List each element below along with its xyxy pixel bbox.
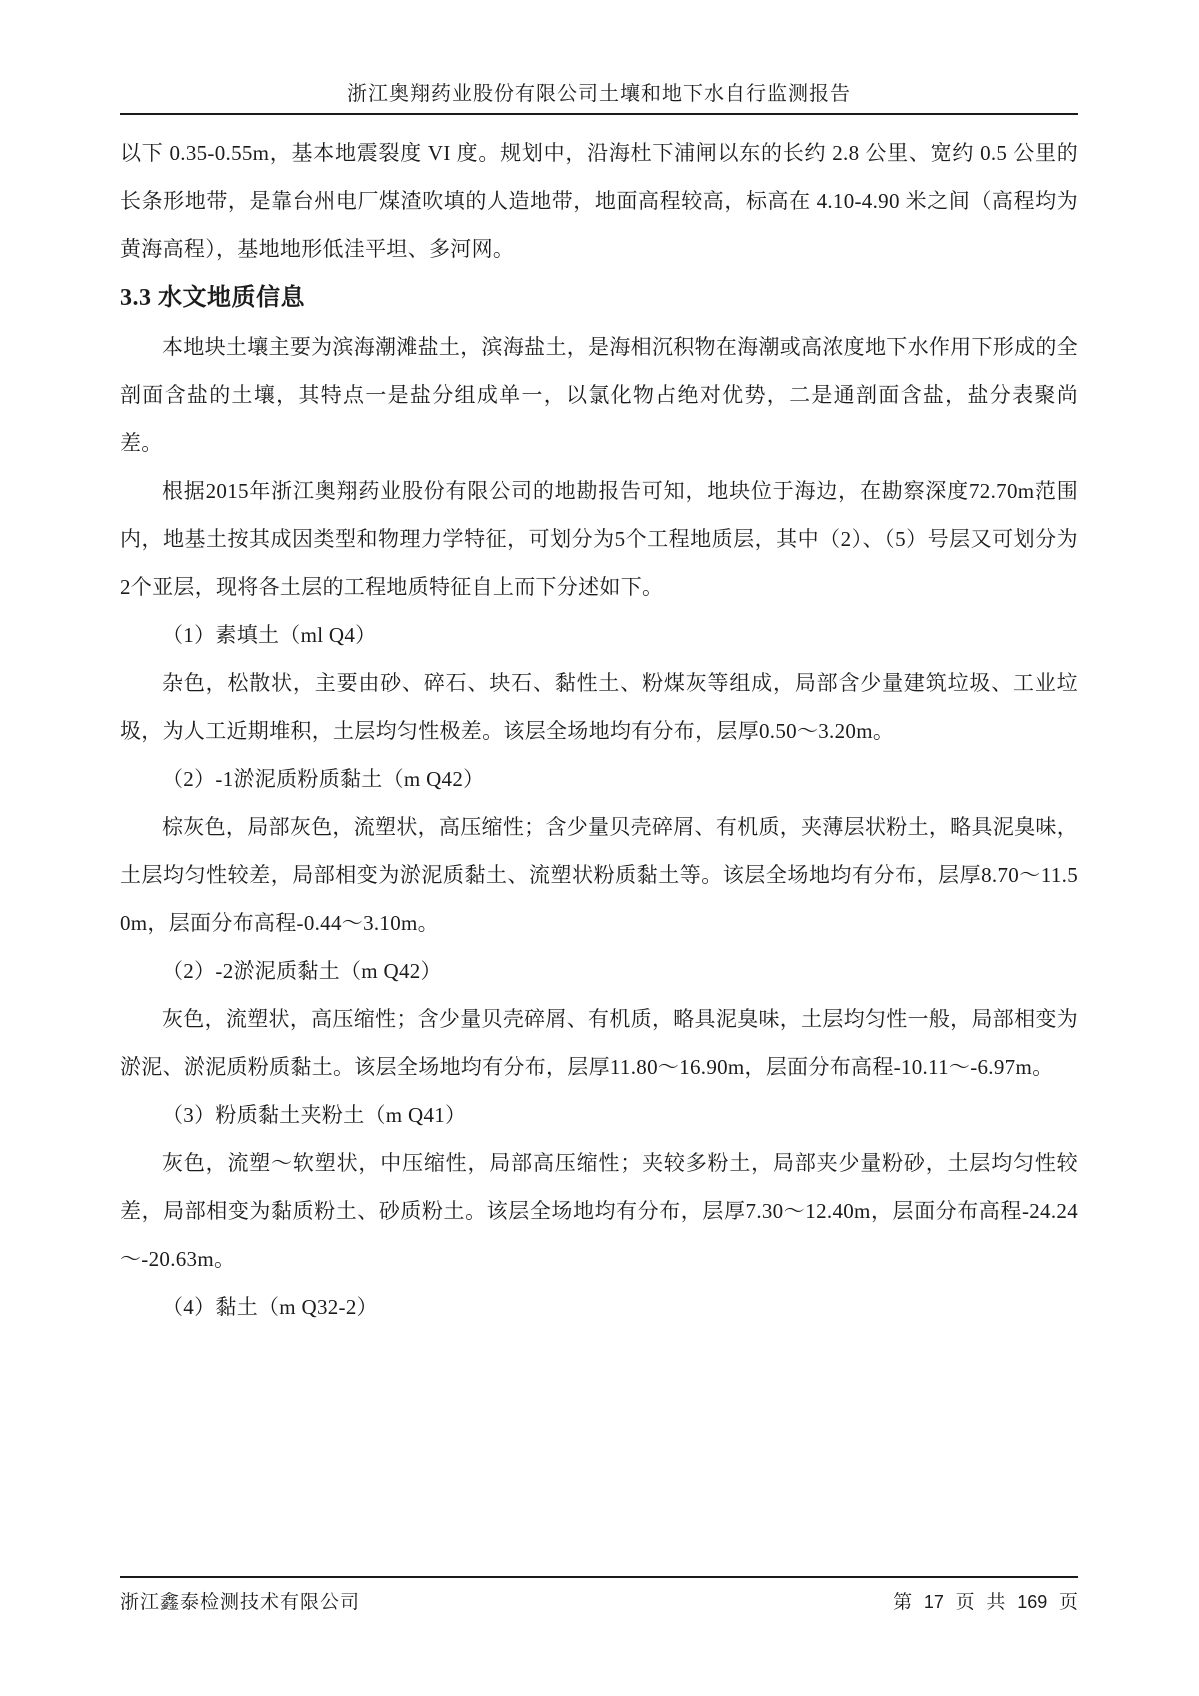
subheading-layer-4: （4）黏土（m Q32-2） <box>162 1295 378 1319</box>
header-title: 浙江奥翔药业股份有限公司土壤和地下水自行监测报告 <box>347 83 851 105</box>
footer-company-name: 浙江鑫泰检测技术有限公司 <box>120 1592 361 1613</box>
subheading-layer-2-1: （2）-1淤泥质粉质黏土（m Q42） <box>162 767 485 791</box>
footer-page-number <box>893 1587 1078 1614</box>
page-label-unit-2: 页 <box>1058 1592 1078 1613</box>
paragraph-layer-3: 灰色，流塑～软塑状，中压缩性，局部高压缩性；夹较多粉土，局部夹少量粉砂，土层均匀性较差，局部相变为黏质粉土、砂质粉土。该层全场地均有分布，层厚7.30～12.40m，层面分布高程-24.24～-20.63m。 <box>120 1151 1078 1271</box>
paragraph-soil-overview: 本地块土壤主要为滨海潮滩盐土，滨海盐土，是海相沉积物在海潮或高浓度地下水作用下形成的全剖面含盐的土壤，其特点一是盐分组成单一，以氯化物占绝对优势，二是通剖面含盐，盐分表聚尚差。 <box>120 335 1078 455</box>
section-heading-3-3: 3.3 水文地质信息 <box>120 285 305 311</box>
page-header <box>120 0 1078 115</box>
page-label-unit: 页 <box>955 1592 975 1613</box>
paragraph-layer-2-1: 棕灰色，局部灰色，流塑状，高压缩性；含少量贝壳碎屑、有机质，夹薄层状粉土，略具泥臭味，土层均匀性较差，局部相变为淤泥质黏土、流塑状粉质黏土等。该层全场地均有分布，层厚8.70～11.50m，层面分布高程-0.44～3.10m。 <box>120 815 1078 935</box>
paragraph-layer-1: 杂色，松散状，主要由砂、碎石、块石、黏性土、粉煤灰等组成，局部含少量建筑垃圾、工业垃圾，为人工近期堆积，土层均匀性极差。该层全场地均有分布，层厚0.50～3.20m。 <box>120 671 1078 743</box>
page-number-current: 17 <box>923 1592 944 1612</box>
subheading-layer-1: （1）素填土（ml Q4） <box>162 623 377 647</box>
page-footer <box>120 1576 1078 1614</box>
page-label-prefix: 第 <box>893 1592 913 1613</box>
document-body <box>120 115 1078 1331</box>
paragraph-continuation: 以下 0.35-0.55m，基本地震裂度 VI 度。规划中，沿海杜下浦闸以东的长约 2.8 公里、宽约 0.5 公里的长条形地带，是靠台州电厂煤渣吹填的人造地带，地面高程较高，标高在 4.10-4.90 米之间（高程均为黄海高程），基地地形低洼平坦、多河网。 <box>120 141 1078 261</box>
subheading-layer-2-2: （2）-2淤泥质黏土（m Q42） <box>162 959 442 983</box>
paragraph-layer-2-2: 灰色，流塑状，高压缩性；含少量贝壳碎屑、有机质，略具泥臭味，土层均匀性一般，局部相变为淤泥、淤泥质粉质黏土。该层全场地均有分布，层厚11.80～16.90m，层面分布高程-10.11～-6.97m。 <box>120 1007 1078 1079</box>
paragraph-survey-report: 根据2015年浙江奥翔药业股份有限公司的地勘报告可知，地块位于海边，在勘察深度72.70m范围内，地基土按其成因类型和物理力学特征，可划分为5个工程地质层，其中（2）、（5）号层又可划分为2个亚层，现将各土层的工程地质特征自上而下分述如下。 <box>120 479 1078 599</box>
subheading-layer-3: （3）粉质黏土夹粉土（m Q41） <box>162 1103 467 1127</box>
page-label-of: 共 <box>986 1592 1006 1613</box>
page-number-total: 169 <box>1017 1592 1048 1612</box>
